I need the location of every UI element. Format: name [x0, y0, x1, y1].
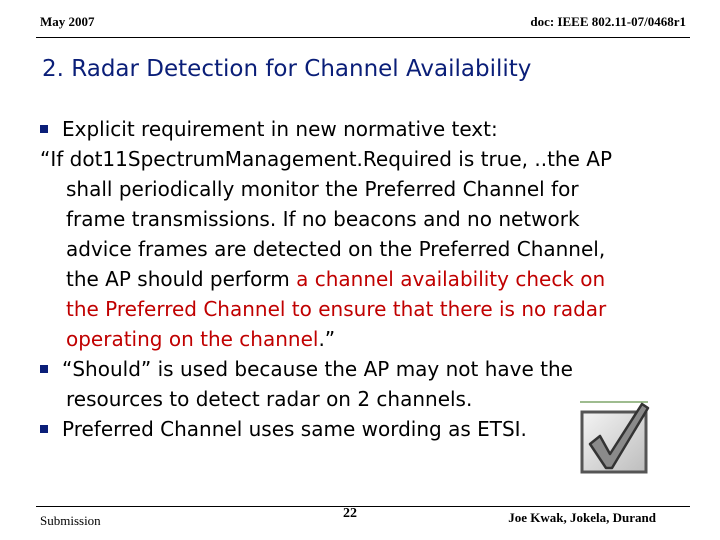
header-doc-id: doc: IEEE 802.11-07/0468r1: [530, 14, 686, 29]
quote-line-6: the Preferred Channel to ensure that there is no radar: [66, 297, 607, 321]
bullet-text: “Should” is used because the AP may not have the: [62, 357, 573, 381]
page-number: 22: [343, 506, 357, 521]
highlighted-text: a channel availability check on: [296, 267, 606, 291]
quote-text: .”: [318, 327, 336, 351]
bullet-item-3: [40, 414, 665, 444]
bullet-item-2: [40, 354, 665, 384]
slide-title: 2. Radar Detection for Channel Availability: [42, 56, 532, 82]
checkmark-icon: [576, 398, 652, 478]
bullet-marker: [40, 365, 48, 373]
quote-text: the AP should perform: [66, 267, 297, 291]
footer-authors: Joe Kwak, Jokela, Durand: [508, 510, 656, 525]
bullet-text: Preferred Channel uses same wording as ETSI.: [62, 417, 527, 441]
quote-line-3: frame transmissions. If no beacons and no network: [66, 207, 580, 231]
quote-line-7: [40, 324, 665, 354]
highlighted-text: operating on the channel: [66, 327, 319, 351]
bullet-text: Explicit requirement in new normative text:: [62, 117, 498, 141]
quote-line-4: advice frames are detected on the Preferred Channel,: [66, 237, 606, 261]
header-date: May 2007: [40, 14, 95, 29]
quote-line-5: [40, 264, 665, 294]
footer-submission: Submission: [40, 513, 101, 528]
slide-body: [40, 114, 665, 444]
bullet-item-1: [40, 114, 665, 144]
header-divider: [36, 37, 690, 38]
bullet-marker: [40, 125, 48, 133]
bullet-item-2-continuation: resources to detect radar on 2 channels.: [66, 387, 473, 411]
footer-divider: [36, 506, 690, 507]
quote-line-2: shall periodically monitor the Preferred Channel for: [66, 177, 579, 201]
bullet-marker: [40, 425, 48, 433]
quote-line-1: “If dot11SpectrumManagement.Required is true, ..the AP: [40, 147, 613, 171]
